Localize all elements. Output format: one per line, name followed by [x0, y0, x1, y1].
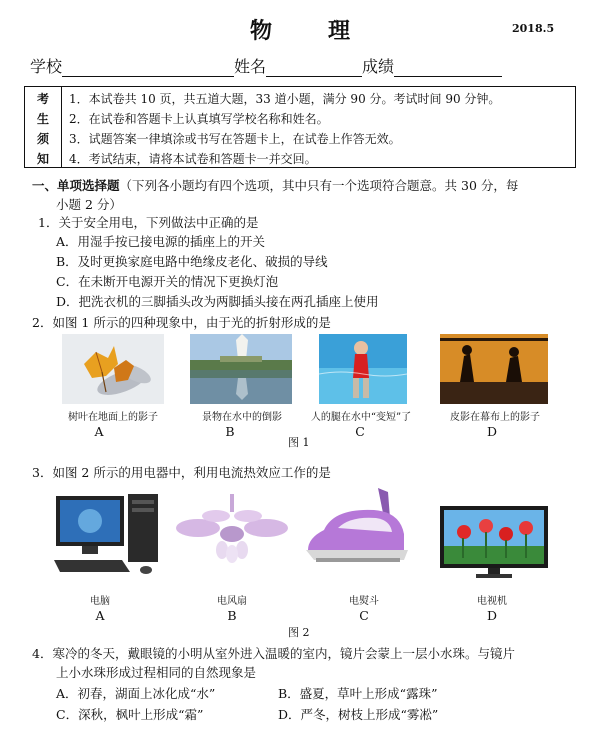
student-info-row	[30, 54, 502, 77]
fan-image	[176, 494, 288, 574]
figure-2-caption-d: 电视机	[477, 596, 507, 607]
section-heading	[32, 176, 518, 194]
notice-item: 4．考试结束，请将本试卷和答题卡一并交回。	[69, 152, 317, 166]
question-1-option-c: C．在未断开电源开关的情况下更换灯泡	[56, 274, 279, 289]
figure-1-label: 图 1	[288, 436, 310, 449]
figure-1-letter-b: B	[225, 424, 235, 439]
tv-image	[440, 506, 548, 580]
notice-item: 2．在试卷和答题卡上认真填写学校名称和姓名。	[69, 112, 329, 126]
notice-side-char: 生	[36, 112, 49, 126]
section-desc: （下列各小题均有四个选项，其中只有一个选项符合题意。共 30 分，每	[119, 178, 519, 193]
name-blank	[266, 58, 362, 77]
computer-image	[52, 490, 164, 576]
school-label: 学校	[30, 57, 63, 76]
question-4-stem: 4．寒冷的冬天，戴眼镜的小明从室外进入温暖的室内，镜片会蒙上一层小水珠。与镜片	[32, 646, 515, 661]
figure-2-letter-a: A	[95, 608, 105, 623]
notice-side-char: 知	[36, 152, 49, 166]
figure-2-caption-a: 电脑	[90, 596, 110, 607]
swimmer-image	[319, 334, 407, 404]
figure-2-letter-c: C	[359, 608, 369, 623]
question-4-option-d: D．严冬，树枝上形成“雾凇”	[278, 707, 439, 722]
figure-1-caption-d: 皮影在幕布上的影子	[450, 412, 540, 423]
notice-side-char: 考	[36, 92, 49, 106]
question-4-option-c: C．深秋，枫叶上形成“霜”	[56, 707, 204, 722]
name-label: 姓名	[234, 57, 267, 76]
section-desc-cont: 小题 2 分）	[56, 197, 122, 212]
score-label: 成绩	[362, 57, 395, 76]
notice-item: 3．试题答案一律填涂或书写在答题卡上，在试卷上作答无效。	[69, 132, 401, 146]
reflection-image	[190, 334, 292, 404]
shadow-puppet-image	[440, 334, 548, 404]
question-1-option-d: D．把洗衣机的三脚插头改为两脚插头接在两孔插座上使用	[56, 294, 379, 309]
question-2-stem: 2．如图 1 所示的四种现象中，由于光的折射形成的是	[32, 315, 331, 330]
exam-date: 2018.5	[512, 22, 555, 35]
figure-2-caption-c: 电熨斗	[349, 596, 379, 607]
question-1-option-b: B．及时更换家庭电路中绝缘皮老化、破损的导线	[56, 254, 328, 269]
figure-1-letter-a: A	[94, 424, 104, 439]
figure-1-caption-a: 树叶在地面上的影子	[68, 412, 158, 423]
section-title: 一、单项选择题	[32, 178, 120, 193]
page-title: 物理	[249, 18, 406, 44]
notice-side-char: 须	[36, 132, 49, 146]
notice-item: 1．本试卷共 10 页，共五道大题，33 道小题，满分 90 分。考试时间 90 分钟。	[69, 92, 501, 106]
question-4-stem-cont: 上小水珠形成过程相同的自然现象是	[56, 665, 257, 680]
notice-box	[24, 86, 576, 168]
figure-2-letter-d: D	[486, 608, 498, 623]
figure-1-letter-d: D	[486, 424, 498, 439]
question-3-stem: 3．如图 2 所示的用电器中，利用电流热效应工作的是	[32, 465, 331, 480]
figure-2-caption-b: 电风扇	[217, 596, 247, 607]
figure-1-caption-b: 景物在水中的倒影	[202, 412, 282, 423]
notice-side-label	[25, 87, 62, 167]
figure-2-label: 图 2	[288, 626, 310, 639]
figure-2-letter-b: B	[227, 608, 237, 623]
figure-1-letter-c: C	[355, 424, 365, 439]
question-1-stem: 1．关于安全用电，下列做法中正确的是	[38, 215, 259, 230]
school-blank	[62, 58, 234, 77]
question-1-option-a: A．用湿手按已接电源的插座上的开关	[56, 234, 266, 249]
figure-1-caption-c: 人的腿在水中“变短”了	[310, 412, 412, 423]
iron-image	[304, 488, 414, 576]
question-4-option-a: A．初春，湖面上冰化成“水”	[56, 686, 216, 701]
score-blank	[394, 58, 502, 77]
question-4-option-b: B．盛夏，草叶上形成“露珠”	[278, 686, 438, 701]
leaf-shadow-image	[62, 334, 164, 404]
